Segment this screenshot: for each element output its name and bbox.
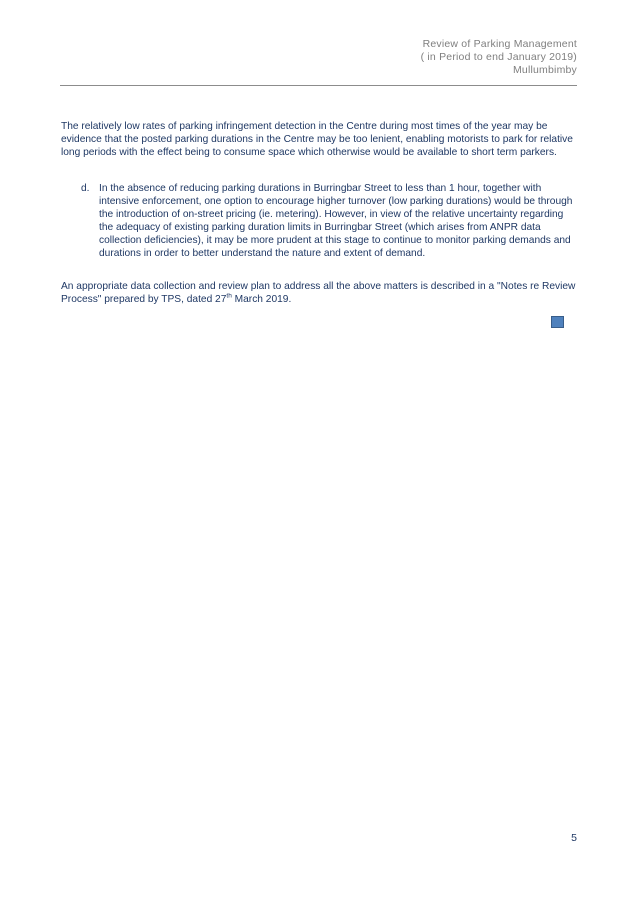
list-item-d <box>81 182 577 260</box>
list-marker: d. <box>81 183 90 194</box>
header-location: Mullumbimby <box>512 64 577 76</box>
review-plan-text: An appropriate data collection and review plan to address all the above matters is described in a "Notes re Review Process" prepared by TPS, dated 27 <box>61 281 576 305</box>
header-period: ( in Period to end January 2019) <box>420 51 577 63</box>
list-item-text: In the absence of reducing parking durations in Burringbar Street to less than 1 hour, together with intensive enforcement, one option to encourage higher turnover (low parking durations) would be through the introduction of on-street pricing (ie. metering). However, in view of the relative uncertainty regarding the adequacy of existing parking duration limits in Burringbar Street (which arises from ANPR data collection deficiencies), it may be more prudent at this stage to continue to monitor parking demands and durations in order to better understand the nature and extent of demand. <box>99 183 573 259</box>
blue-square-marker <box>551 316 564 328</box>
header-title: Review of Parking Management <box>422 38 577 50</box>
header-divider <box>60 85 577 86</box>
paragraph-review-plan <box>61 280 577 306</box>
page-number: 5 <box>571 832 577 844</box>
review-plan-date-tail: March 2019. <box>231 294 292 305</box>
paragraph-infringement: The relatively low rates of parking infringement detection in the Centre during most times of the year may be evidence that the posted parking durations in the Centre may be too lenient, enabling motorists to park for relative long periods with the effect being to consume space which otherwise would be available to short term parkers. <box>61 121 573 158</box>
running-header <box>421 38 577 77</box>
ordinal-superscript: th <box>226 292 232 300</box>
